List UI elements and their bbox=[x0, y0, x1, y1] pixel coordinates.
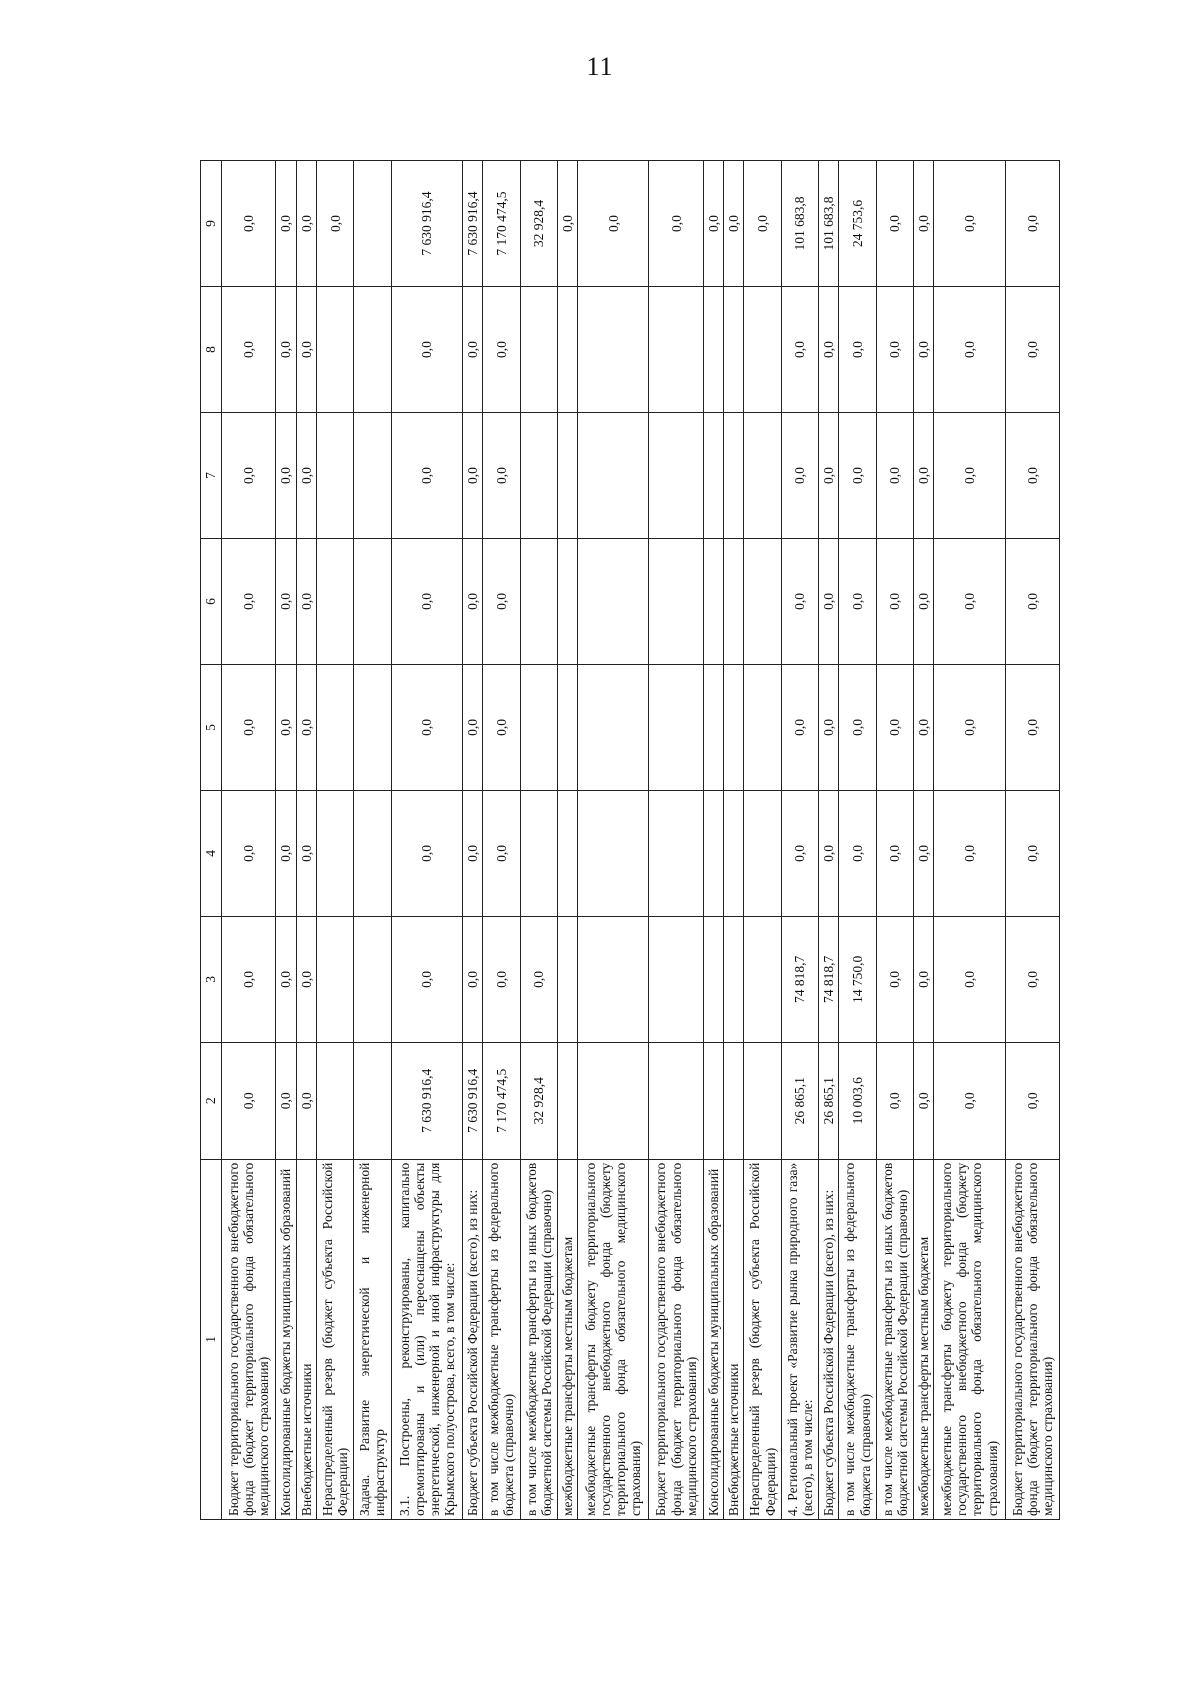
value-cell-col-5 bbox=[703, 664, 723, 790]
value-cell-col-7: 0,0 bbox=[914, 413, 934, 539]
value-cell-col-5: 0,0 bbox=[222, 664, 276, 790]
value-cell-col-9: 101 683,8 bbox=[819, 161, 839, 287]
value-cell-col-7: 0,0 bbox=[391, 413, 462, 539]
value-cell-col-3 bbox=[744, 916, 781, 1042]
value-cell-col-9: 0,0 bbox=[276, 161, 296, 287]
value-cell-col-3: 0,0 bbox=[520, 916, 557, 1042]
value-cell-col-6: 0,0 bbox=[462, 538, 482, 664]
value-cell-col-2 bbox=[744, 1042, 781, 1159]
value-cell-col-9: 32 928,4 bbox=[520, 161, 557, 287]
value-cell-col-2 bbox=[649, 1042, 703, 1159]
column-header-1: 1 bbox=[201, 1159, 222, 1519]
row-label: межбюджетные трансферты местным бюджетам bbox=[557, 1159, 577, 1519]
row-label: Бюджет субъекта Российской Федерации (всего), из них: bbox=[462, 1159, 482, 1519]
table-row bbox=[316, 161, 353, 1520]
value-cell-col-6: 0,0 bbox=[483, 538, 520, 664]
row-label: Внебюджетные источники bbox=[296, 1159, 316, 1519]
row-label: Бюджет территориального государственного внебюджетного фонда (бюджет территориального фонда обязательного медицинского страхования) bbox=[1005, 1159, 1059, 1519]
value-cell-col-5 bbox=[578, 664, 649, 790]
value-cell-col-8 bbox=[724, 287, 744, 413]
rotated-table-wrapper bbox=[200, 160, 1060, 1520]
value-cell-col-9: 0,0 bbox=[744, 161, 781, 287]
value-cell-col-7: 0,0 bbox=[934, 413, 1005, 539]
value-cell-col-2: 0,0 bbox=[276, 1042, 296, 1159]
value-cell-col-4: 0,0 bbox=[276, 790, 296, 916]
value-cell-col-4: 0,0 bbox=[839, 790, 876, 916]
value-cell-col-9: 0,0 bbox=[557, 161, 577, 287]
value-cell-col-4 bbox=[744, 790, 781, 916]
value-cell-col-4 bbox=[520, 790, 557, 916]
value-cell-col-8: 0,0 bbox=[839, 287, 876, 413]
value-cell-col-2: 32 928,4 bbox=[520, 1042, 557, 1159]
row-label: межбюджетные трансферты бюджету территориального государственного внебюджетного фонда (бюджету территориального фонда обязательного медицинского страхования) bbox=[934, 1159, 1005, 1519]
value-cell-col-6: 0,0 bbox=[296, 538, 316, 664]
value-cell-col-7: 0,0 bbox=[839, 413, 876, 539]
value-cell-col-5: 0,0 bbox=[276, 664, 296, 790]
value-cell-col-4: 0,0 bbox=[781, 790, 818, 916]
value-cell-col-9: 0,0 bbox=[296, 161, 316, 287]
value-cell-col-7: 0,0 bbox=[781, 413, 818, 539]
value-cell-col-7 bbox=[703, 413, 723, 539]
value-cell-col-3: 74 818,7 bbox=[819, 916, 839, 1042]
value-cell-col-5 bbox=[520, 664, 557, 790]
value-cell-col-2: 26 865,1 bbox=[781, 1042, 818, 1159]
value-cell-col-9: 101 683,8 bbox=[781, 161, 818, 287]
value-cell-col-7 bbox=[744, 413, 781, 539]
row-label: Нераспределенный резерв (бюджет субъекта Российской Федерации) bbox=[316, 1159, 353, 1519]
value-cell-col-8: 0,0 bbox=[296, 287, 316, 413]
value-cell-col-7 bbox=[649, 413, 703, 539]
header-row bbox=[201, 161, 222, 1520]
table-row bbox=[296, 161, 316, 1520]
row-label: в том числе межбюджетные трансферты из федерального бюджета (справочно) bbox=[483, 1159, 520, 1519]
row-label: Нераспределенный резерв (бюджет субъекта Российской Федерации) bbox=[744, 1159, 781, 1519]
value-cell-col-3: 0,0 bbox=[391, 916, 462, 1042]
row-label: Консолидированные бюджеты муниципальных образований bbox=[276, 1159, 296, 1519]
value-cell-col-2: 0,0 bbox=[1005, 1042, 1059, 1159]
table-row bbox=[724, 161, 744, 1520]
row-label: в том числе межбюджетные трансферты из иных бюджетов бюджетной системы Российской Федерации (справочно) bbox=[876, 1159, 913, 1519]
value-cell-col-8: 0,0 bbox=[483, 287, 520, 413]
value-cell-col-7 bbox=[557, 413, 577, 539]
value-cell-col-6: 0,0 bbox=[914, 538, 934, 664]
value-cell-col-4: 0,0 bbox=[391, 790, 462, 916]
value-cell-col-3 bbox=[649, 916, 703, 1042]
value-cell-col-8: 0,0 bbox=[914, 287, 934, 413]
value-cell-col-8 bbox=[649, 287, 703, 413]
value-cell-col-2: 26 865,1 bbox=[819, 1042, 839, 1159]
value-cell-col-8: 0,0 bbox=[462, 287, 482, 413]
value-cell-col-4 bbox=[649, 790, 703, 916]
value-cell-col-3 bbox=[354, 916, 391, 1042]
value-cell-col-9: 0,0 bbox=[914, 161, 934, 287]
value-cell-col-2 bbox=[316, 1042, 353, 1159]
value-cell-col-5: 0,0 bbox=[391, 664, 462, 790]
value-cell-col-2: 7 630 916,4 bbox=[391, 1042, 462, 1159]
row-label: 4. Региональный проект «Развитие рынка природного газа» (всего), в том числе: bbox=[781, 1159, 818, 1519]
table-row bbox=[1005, 161, 1059, 1520]
column-header-7: 7 bbox=[201, 413, 222, 539]
value-cell-col-4 bbox=[316, 790, 353, 916]
value-cell-col-8: 0,0 bbox=[876, 287, 913, 413]
page-number: 11 bbox=[586, 52, 614, 81]
value-cell-col-8 bbox=[578, 287, 649, 413]
table-row bbox=[276, 161, 296, 1520]
value-cell-col-3: 0,0 bbox=[483, 916, 520, 1042]
value-cell-col-4: 0,0 bbox=[483, 790, 520, 916]
value-cell-col-7: 0,0 bbox=[462, 413, 482, 539]
value-cell-col-8 bbox=[703, 287, 723, 413]
column-header-6: 6 bbox=[201, 538, 222, 664]
value-cell-col-9: 0,0 bbox=[222, 161, 276, 287]
value-cell-col-9: 0,0 bbox=[649, 161, 703, 287]
value-cell-col-5 bbox=[316, 664, 353, 790]
value-cell-col-8: 0,0 bbox=[934, 287, 1005, 413]
row-label: Бюджет территориального государственного внебюджетного фонда (бюджет территориального фонда обязательного медицинского страхования) bbox=[649, 1159, 703, 1519]
value-cell-col-3: 0,0 bbox=[296, 916, 316, 1042]
value-cell-col-5 bbox=[724, 664, 744, 790]
value-cell-col-3: 0,0 bbox=[876, 916, 913, 1042]
value-cell-col-2: 7 170 474,5 bbox=[483, 1042, 520, 1159]
value-cell-col-9: 7 170 474,5 bbox=[483, 161, 520, 287]
value-cell-col-5: 0,0 bbox=[462, 664, 482, 790]
value-cell-col-2 bbox=[724, 1042, 744, 1159]
value-cell-col-6 bbox=[557, 538, 577, 664]
value-cell-col-5: 0,0 bbox=[934, 664, 1005, 790]
value-cell-col-6 bbox=[703, 538, 723, 664]
value-cell-col-8: 0,0 bbox=[1005, 287, 1059, 413]
value-cell-col-8 bbox=[557, 287, 577, 413]
value-cell-col-6: 0,0 bbox=[1005, 538, 1059, 664]
value-cell-col-8: 0,0 bbox=[391, 287, 462, 413]
table-row bbox=[819, 161, 839, 1520]
row-label: в том числе межбюджетные трансферты из федерального бюджета (справочно) bbox=[839, 1159, 876, 1519]
value-cell-col-7: 0,0 bbox=[222, 413, 276, 539]
value-cell-col-4 bbox=[354, 790, 391, 916]
value-cell-col-9: 0,0 bbox=[703, 161, 723, 287]
table-row bbox=[483, 161, 520, 1520]
row-label: межбюджетные трансферты бюджету территориального государственного внебюджетного фонда (бюджету территориального фонда обязательного медицинского страхования) bbox=[578, 1159, 649, 1519]
value-cell-col-8: 0,0 bbox=[819, 287, 839, 413]
value-cell-col-8 bbox=[316, 287, 353, 413]
value-cell-col-6 bbox=[316, 538, 353, 664]
value-cell-col-6: 0,0 bbox=[819, 538, 839, 664]
value-cell-col-5: 0,0 bbox=[296, 664, 316, 790]
value-cell-col-4 bbox=[703, 790, 723, 916]
value-cell-col-6: 0,0 bbox=[222, 538, 276, 664]
value-cell-col-4: 0,0 bbox=[462, 790, 482, 916]
table-row bbox=[649, 161, 703, 1520]
value-cell-col-5: 0,0 bbox=[876, 664, 913, 790]
value-cell-col-5 bbox=[557, 664, 577, 790]
column-header-4: 4 bbox=[201, 790, 222, 916]
value-cell-col-2: 0,0 bbox=[296, 1042, 316, 1159]
value-cell-col-6: 0,0 bbox=[934, 538, 1005, 664]
value-cell-col-7: 0,0 bbox=[296, 413, 316, 539]
row-label: Внебюджетные источники bbox=[724, 1159, 744, 1519]
value-cell-col-7 bbox=[578, 413, 649, 539]
value-cell-col-2: 0,0 bbox=[222, 1042, 276, 1159]
column-header-8: 8 bbox=[201, 287, 222, 413]
value-cell-col-6: 0,0 bbox=[839, 538, 876, 664]
row-label: 3.1. Построены, реконструированы, капитально отремонтированы и (или) переоснащены объекты энергетической, инженерной и иной инфраструктуры для Крымского полуострова, всего, в том числе: bbox=[391, 1159, 462, 1519]
table-body bbox=[222, 161, 1060, 1520]
value-cell-col-6 bbox=[744, 538, 781, 664]
value-cell-col-3 bbox=[316, 916, 353, 1042]
value-cell-col-3: 74 818,7 bbox=[781, 916, 818, 1042]
budget-table bbox=[200, 160, 1060, 1520]
column-header-9: 9 bbox=[201, 161, 222, 287]
column-header-2: 2 bbox=[201, 1042, 222, 1159]
column-header-3: 3 bbox=[201, 916, 222, 1042]
value-cell-col-7: 0,0 bbox=[819, 413, 839, 539]
value-cell-col-8 bbox=[354, 287, 391, 413]
value-cell-col-5 bbox=[649, 664, 703, 790]
value-cell-col-7 bbox=[354, 413, 391, 539]
value-cell-col-3: 0,0 bbox=[462, 916, 482, 1042]
value-cell-col-5: 0,0 bbox=[781, 664, 818, 790]
value-cell-col-3: 0,0 bbox=[276, 916, 296, 1042]
table-row bbox=[914, 161, 934, 1520]
value-cell-col-5 bbox=[354, 664, 391, 790]
table-row bbox=[520, 161, 557, 1520]
row-label: Задача. Развитие энергетической и инженерной инфраструктур bbox=[354, 1159, 391, 1519]
value-cell-col-4 bbox=[578, 790, 649, 916]
value-cell-col-3 bbox=[578, 916, 649, 1042]
value-cell-col-5: 0,0 bbox=[483, 664, 520, 790]
value-cell-col-7 bbox=[520, 413, 557, 539]
value-cell-col-9 bbox=[354, 161, 391, 287]
row-label: Консолидированные бюджеты муниципальных образований bbox=[703, 1159, 723, 1519]
value-cell-col-9: 0,0 bbox=[876, 161, 913, 287]
value-cell-col-7 bbox=[724, 413, 744, 539]
value-cell-col-6 bbox=[520, 538, 557, 664]
value-cell-col-2: 0,0 bbox=[934, 1042, 1005, 1159]
value-cell-col-3: 0,0 bbox=[934, 916, 1005, 1042]
table-row bbox=[839, 161, 876, 1520]
value-cell-col-7: 0,0 bbox=[276, 413, 296, 539]
value-cell-col-4 bbox=[724, 790, 744, 916]
value-cell-col-6: 0,0 bbox=[276, 538, 296, 664]
row-label: Бюджет субъекта Российской Федерации (всего), из них: bbox=[819, 1159, 839, 1519]
table-row bbox=[354, 161, 391, 1520]
value-cell-col-2 bbox=[578, 1042, 649, 1159]
table-row bbox=[703, 161, 723, 1520]
value-cell-col-4: 0,0 bbox=[914, 790, 934, 916]
value-cell-col-6: 0,0 bbox=[876, 538, 913, 664]
value-cell-col-4 bbox=[557, 790, 577, 916]
value-cell-col-6: 0,0 bbox=[781, 538, 818, 664]
value-cell-col-9: 0,0 bbox=[578, 161, 649, 287]
table-row bbox=[781, 161, 818, 1520]
table-row bbox=[462, 161, 482, 1520]
row-label: межбюджетные трансферты местным бюджетам bbox=[914, 1159, 934, 1519]
table-row bbox=[557, 161, 577, 1520]
value-cell-col-6 bbox=[354, 538, 391, 664]
table-row bbox=[876, 161, 913, 1520]
value-cell-col-3 bbox=[557, 916, 577, 1042]
table-row bbox=[934, 161, 1005, 1520]
value-cell-col-6 bbox=[724, 538, 744, 664]
value-cell-col-7: 0,0 bbox=[876, 413, 913, 539]
value-cell-col-4: 0,0 bbox=[876, 790, 913, 916]
value-cell-col-3: 0,0 bbox=[914, 916, 934, 1042]
value-cell-col-6 bbox=[578, 538, 649, 664]
value-cell-col-7 bbox=[316, 413, 353, 539]
value-cell-col-2: 0,0 bbox=[876, 1042, 913, 1159]
value-cell-col-5: 0,0 bbox=[839, 664, 876, 790]
value-cell-col-4: 0,0 bbox=[934, 790, 1005, 916]
value-cell-col-8 bbox=[520, 287, 557, 413]
table-row bbox=[222, 161, 276, 1520]
value-cell-col-9: 24 753,6 bbox=[839, 161, 876, 287]
value-cell-col-5 bbox=[744, 664, 781, 790]
value-cell-col-8: 0,0 bbox=[222, 287, 276, 413]
table-row bbox=[744, 161, 781, 1520]
value-cell-col-5: 0,0 bbox=[1005, 664, 1059, 790]
value-cell-col-7: 0,0 bbox=[1005, 413, 1059, 539]
row-label: Бюджет территориального государственного внебюджетного фонда (бюджет территориального фонда обязательного медицинского страхования) bbox=[222, 1159, 276, 1519]
value-cell-col-3: 14 750,0 bbox=[839, 916, 876, 1042]
table-row bbox=[391, 161, 462, 1520]
value-cell-col-9: 0,0 bbox=[724, 161, 744, 287]
value-cell-col-9: 0,0 bbox=[934, 161, 1005, 287]
value-cell-col-2 bbox=[354, 1042, 391, 1159]
value-cell-col-9: 0,0 bbox=[1005, 161, 1059, 287]
column-header-5: 5 bbox=[201, 664, 222, 790]
value-cell-col-5: 0,0 bbox=[914, 664, 934, 790]
value-cell-col-4: 0,0 bbox=[819, 790, 839, 916]
value-cell-col-7: 0,0 bbox=[483, 413, 520, 539]
value-cell-col-8: 0,0 bbox=[781, 287, 818, 413]
value-cell-col-2: 0,0 bbox=[914, 1042, 934, 1159]
value-cell-col-4: 0,0 bbox=[222, 790, 276, 916]
table-row bbox=[578, 161, 649, 1520]
value-cell-col-2: 10 003,6 bbox=[839, 1042, 876, 1159]
value-cell-col-9: 0,0 bbox=[316, 161, 353, 287]
value-cell-col-2: 7 630 916,4 bbox=[462, 1042, 482, 1159]
value-cell-col-3: 0,0 bbox=[1005, 916, 1059, 1042]
value-cell-col-4: 0,0 bbox=[1005, 790, 1059, 916]
value-cell-col-8 bbox=[744, 287, 781, 413]
value-cell-col-6: 0,0 bbox=[391, 538, 462, 664]
value-cell-col-2 bbox=[703, 1042, 723, 1159]
value-cell-col-6 bbox=[649, 538, 703, 664]
value-cell-col-3 bbox=[703, 916, 723, 1042]
row-label: в том числе межбюджетные трансферты из иных бюджетов бюджетной системы Российской Федерации (справочно) bbox=[520, 1159, 557, 1519]
value-cell-col-4: 0,0 bbox=[296, 790, 316, 916]
value-cell-col-3 bbox=[724, 916, 744, 1042]
value-cell-col-2 bbox=[557, 1042, 577, 1159]
value-cell-col-3: 0,0 bbox=[222, 916, 276, 1042]
value-cell-col-8: 0,0 bbox=[276, 287, 296, 413]
value-cell-col-5: 0,0 bbox=[819, 664, 839, 790]
value-cell-col-9: 7 630 916,4 bbox=[462, 161, 482, 287]
value-cell-col-9: 7 630 916,4 bbox=[391, 161, 462, 287]
